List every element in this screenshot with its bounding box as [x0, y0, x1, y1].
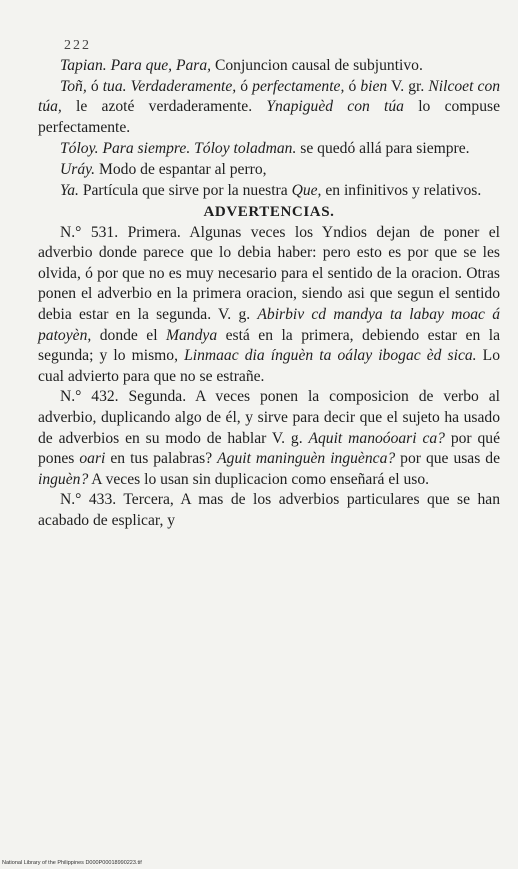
page-number: 222 — [64, 38, 91, 53]
scan-footer: National Library of the Philippines D000P00018990223.tif — [2, 860, 142, 866]
paragraph-531: N.° 531. Primera. Algunas veces los Yndios dejan de poner el adverbio donde parece que lo debia haber: pero esto es por que se les olvida, ó por que no es muy necesario para el sentido de la oracion. Otras ponen el adverbio en la primera oracion, siendo asi que segun el sentido debia estar en la segunda. V. g. Abirbiv cd mandya ta labay moac á patoyèn, donde el Mandya está en la primera, debiendo estar en la segunda; y lo mismo, Linmaac dia ínguèn ta oálay ibogac èd sica. Lo cual advierto para que no se estrañe. — [38, 223, 500, 385]
page-body — [38, 56, 500, 532]
advertencias-section — [38, 223, 500, 532]
entry-tapian: Tapian. Para que, Para, Conjuncion causal de subjuntivo. — [60, 57, 423, 74]
paragraph-433: N.° 433. Tercera, A mas de los adverbios particulares que se han acabado de esplicar, y — [38, 491, 500, 529]
section-heading: ADVERTENCIAS. — [203, 204, 335, 221]
entry-ya: Ya. Partícula que sirve por la nuestra Que, en infinitivos y relativos. — [60, 182, 482, 200]
entry-ton: Toñ, ó tua. Verdaderamente, ó perfectamente, ó bien V. gr. Nilcoet con túa, le azoté verdaderamente. Ynapiguèd con túa lo compuse perfectamente. — [38, 78, 501, 136]
entry-toloy: Tóloy. Para siempre. Tóloy toladman. se quedó allá para siempre. — [60, 139, 470, 157]
entry-uray: Uráy. Modo de espantar al perro, — [60, 161, 267, 179]
paragraph-432: N.° 432. Segunda. A veces ponen la composicion de verbo al adverbio, duplicando algo de él, y sirve para decir que el sujeto ha usado de adverbios en su modo de hablar V. g. Aquit manoóoari ca? por qué pones oari en tus palabras? Aguit maninguèn inguènca? por que usas de inguèn? A veces lo usan sin duplicacion como enseñará el uso. — [38, 388, 501, 488]
